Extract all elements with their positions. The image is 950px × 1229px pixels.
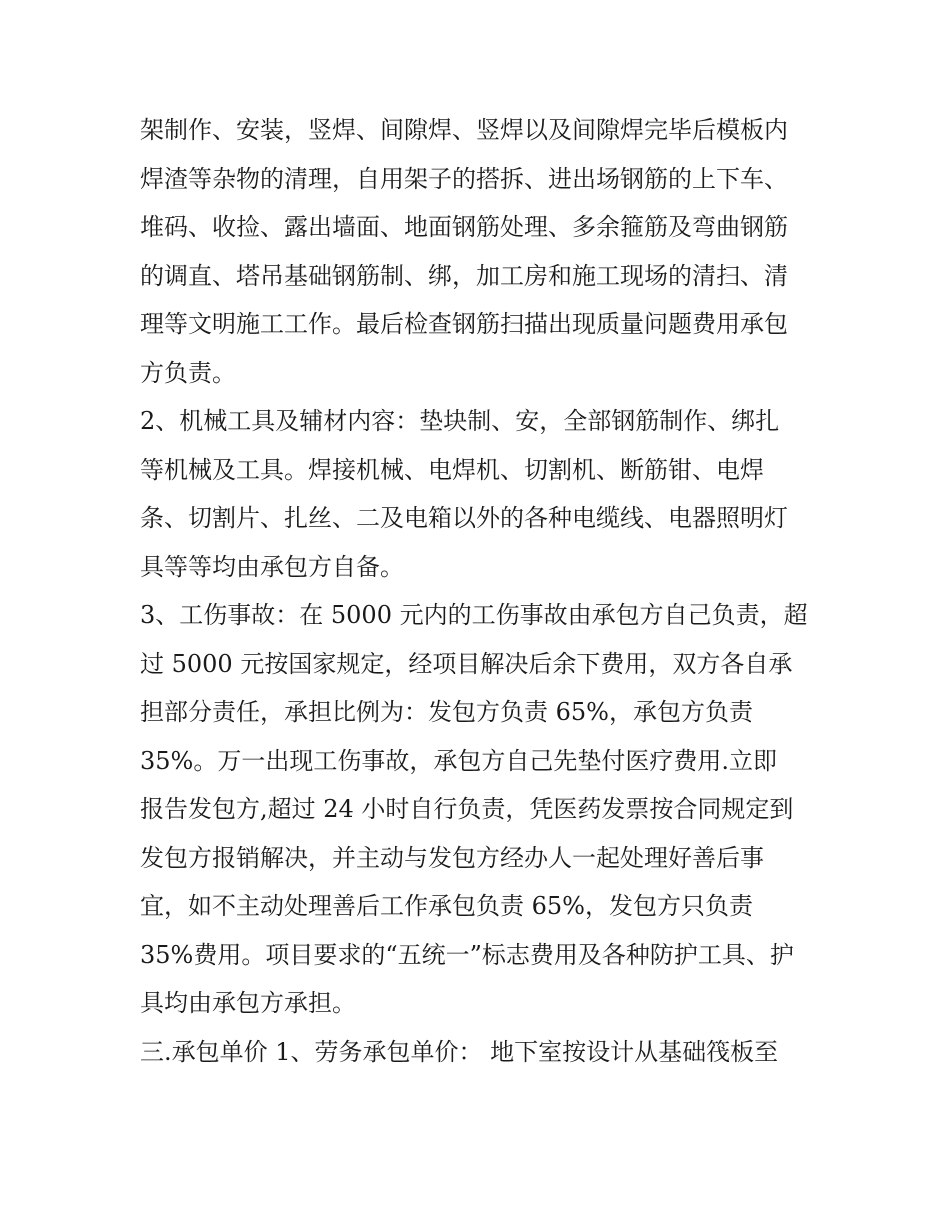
text-line: 方负责。 bbox=[140, 358, 236, 387]
text-line: 具均由承包方承担。 bbox=[140, 989, 356, 1017]
text-line: 35%。万一出现工伤事故，承包方自己先垫付医疗费用.立即 bbox=[140, 746, 777, 775]
text-line: 具等等均由承包方自备。 bbox=[140, 552, 404, 581]
text-line: 35%费用。项目要求的“五统一”标志费用及各种防护工具、护 bbox=[140, 940, 794, 969]
text-line: 理等文明施工工作。最后检查钢筋扫描出现质量问题费用承包 bbox=[140, 310, 788, 338]
document-body bbox=[140, 106, 820, 1076]
text-line: 发包方报销解决，并主动与发包方经办人一起处理好善后事 bbox=[140, 843, 764, 872]
text-line: 担部分责任，承担比例为：发包方负责 65%，承包方负责 bbox=[140, 698, 753, 726]
text-line: 3、工伤事故：在 5000 元内的工伤事故由承包方自己负责，超 bbox=[140, 601, 808, 629]
text-line: 报告发包方,超过 24 小时自行负责，凭医药发票按合同规定到 bbox=[140, 795, 794, 823]
text-line: 的调直、塔吊基础钢筋制、绑，加工房和施工现场的清扫、清 bbox=[140, 261, 788, 290]
text-line: 焊渣等杂物的清理，自用架子的搭拆、进出场钢筋的上下车、 bbox=[140, 164, 788, 193]
text-line: 过 5000 元按国家规定，经项目解决后余下费用，双方各自承 bbox=[140, 649, 793, 678]
text-line: 条、切割片、扎丝、二及电箱以外的各种电缆线、电器照明灯 bbox=[140, 504, 788, 532]
text-line: 2、机械工具及辅材内容：垫块制、安，全部钢筋制作、绑扎 bbox=[140, 407, 780, 435]
text-line: 等机械及工具。焊接机械、电焊机、切割机、断筋钳、电焊 bbox=[140, 455, 764, 484]
text-line: 架制作、安装，竖焊、间隙焊、竖焊以及间隙焊完毕后模板内 bbox=[140, 116, 788, 144]
text-line: 堆码、收捡、露出墙面、地面钢筋处理、多余箍筋及弯曲钢筋 bbox=[140, 213, 788, 241]
text-line: 宜，如不主动处理善后工作承包负责 65%，发包方只负责 bbox=[140, 892, 753, 920]
text-line: 三.承包单价 1、劳务承包单价： 地下室按设计从基础筏板至 bbox=[140, 1037, 779, 1066]
